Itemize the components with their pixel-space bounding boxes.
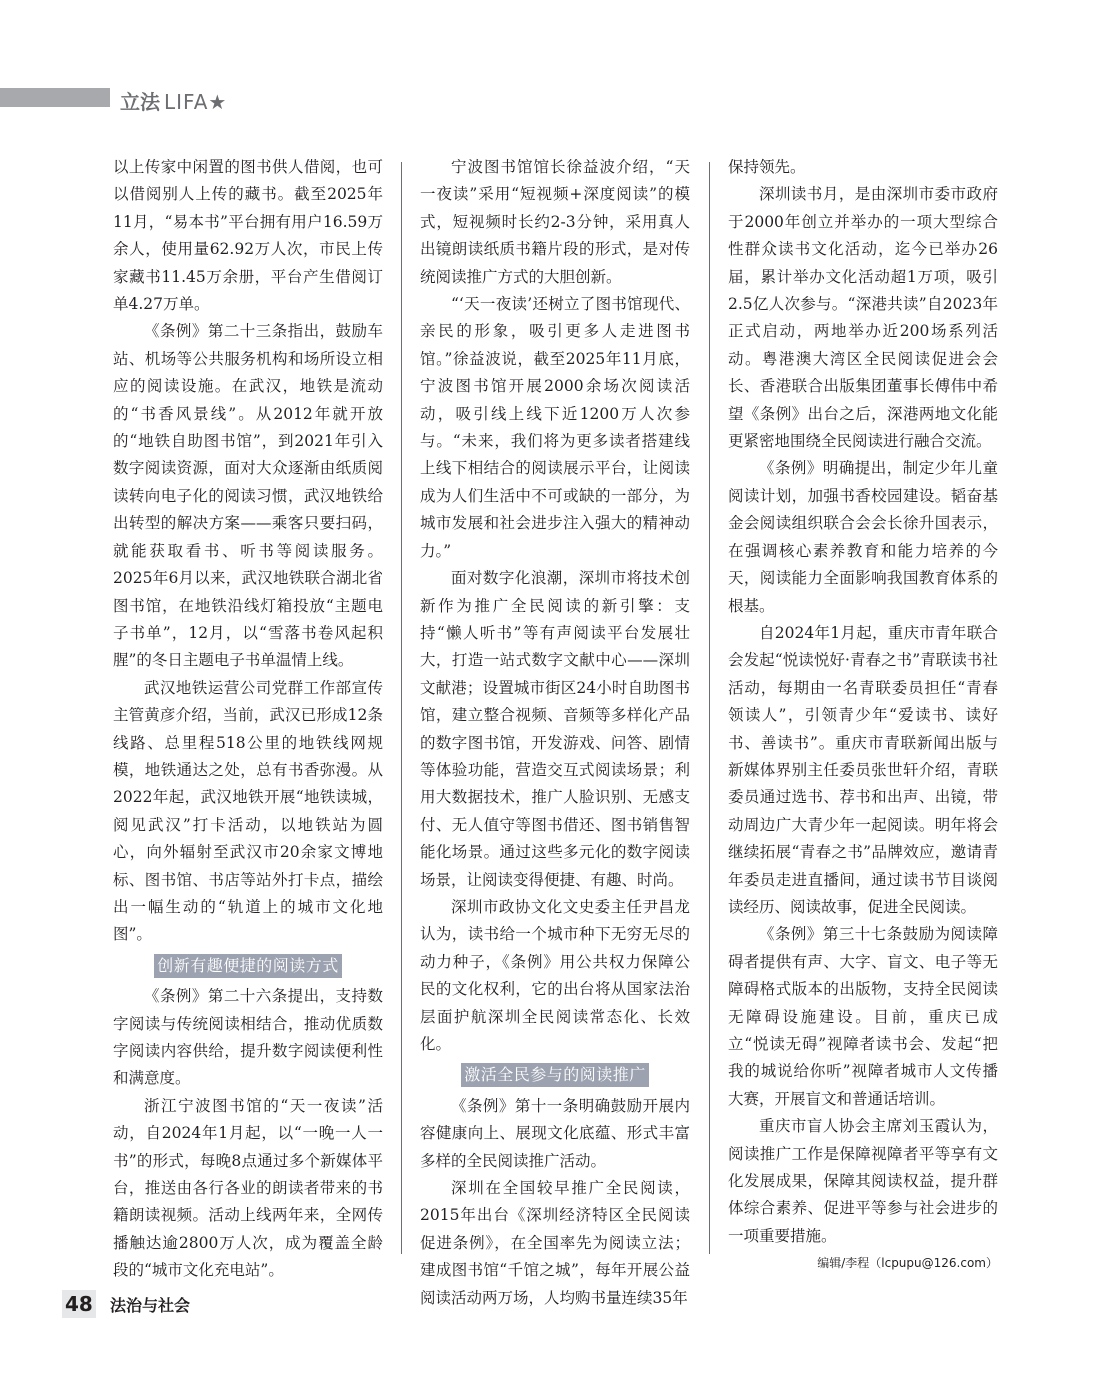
page-number: 48 — [62, 1290, 96, 1318]
article-paragraph: 《条例》明确提出，制定少年儿童阅读计划，加强书香校园建设。韬奋基金会阅读组织联合会会长徐升国表示，在强调核心素养教育和能力培养的今天，阅读能力全面影响我国教育体系的根基。 — [728, 459, 998, 615]
section-subheading: 激活全民参与的阅读推广 — [461, 1063, 649, 1087]
magazine-title: 法治与社会 — [110, 1296, 191, 1315]
article-paragraph: 以上传家中闲置的图书供人借阅，也可以借阅别人上传的藏书。截至2025年11月，“易本书”平台拥有用户16.59万余人，使用量62.92万人次，市民上传家藏书11.45万余册，平台产生借阅订单4.27万单。 — [113, 158, 383, 314]
article-paragraph: 自2024年1月起，重庆市青年联合会发起“悦读悦好·青春之书”青联读书社活动，每期由一名青联委员担任“青春领读人”，引领青少年“爱读书、读好书、善读书”。重庆市青联新闻出版与新媒体界别主任委员张世轩介绍，青联委员通过选书、荐书和出声、出镜，带动周边广大青少年一起阅读。明年将会继续拓展“青春之书”品牌效应，邀请青年委员走进直播间，通过读书节目谈阅读经历、阅读故事，促进全民阅读。 — [728, 623, 998, 916]
column-divider — [401, 162, 402, 1254]
article-paragraph: “‘天一夜读’还树立了图书馆现代、亲民的形象，吸引更多人走进图书馆。”徐益波说，截至2025年11月底，宁波图书馆开展2000余场次阅读活动，吸引线上线下近1200万人次参与。“未来，我们将为更多读者搭建线上线下相结合的阅读展示平台，让阅读成为人们生活中不可或缺的一部分，为城市发展和社会进步注入强大的精神动力。” — [420, 295, 690, 560]
column-divider — [709, 162, 710, 1254]
article-paragraph: 《条例》第二十三条指出，鼓励车站、机场等公共服务机构和场所设立相应的阅读设施。在武汉，地铁是流动的“书香风景线”。从2012年就开放的“地铁自助图书馆”，到2021年引入数字阅读资源，面对大众逐渐由纸质阅读转向电子化的阅读习惯，武汉地铁给出转型的解决方案——乘客只要扫码，就能获取看书、听书等阅读服务。2025年6月以来，武汉地铁联合湖北省图书馆，在地铁沿线灯箱投放“主题电子书单”，12月，以“雪落书卷风起积腥”的冬日主题电子书单温情上线。 — [113, 322, 383, 670]
article-paragraph: 武汉地铁运营公司党群工作部宣传主管黄彦介绍，当前，武汉已形成12条线路、总里程518公里的地铁线网规模，地铁通达之处，总有书香弥漫。从2022年起，武汉地铁开展“地铁读城，阅见武汉”打卡活动，以地铁站为圆心，向外辐射至武汉市20余家文博地标、图书馆、书店等站外打卡点，描绘出一幅生动的“轨道上的城市文化地图”。 — [113, 678, 383, 944]
article-paragraph: 宁波图书馆馆长徐益波介绍，“天一夜读”采用“短视频+深度阅读”的模式，短视频时长约2-3分钟，采用真人出镜朗读纸质书籍片段的形式，是对传统阅读推广方式的大胆创新。 — [420, 158, 690, 286]
editor-credit: 编辑/李程（lcpupu@126.com） — [817, 1256, 998, 1271]
article-paragraph: 深圳市政协文化文史委主任尹昌龙认为，读书给一个城市种下无穷无尽的动力种子，《条例》用公共权力保障公民的文化权利，它的出台将从国家法治层面护航深圳全民阅读常态化、长效化。 — [420, 897, 690, 1053]
article-paragraph: 面对数字化浪潮，深圳市将技术创新作为推广全民阅读的新引擎：支持“懒人听书”等有声阅读平台发展壮大，打造一站式数字文献中心——深圳文献港；设置城市街区24小时自助图书馆，建立整合视频、音频等多样化产品的数字图书馆，开发游戏、问答、剧情等体验功能，营造交互式阅读场景；利用大数据技术，推广人脸识别、无感支付、无人值守等图书借还、图书销售智能化场景。通过这些多元化的数字阅读场景，让阅读变得便捷、有趣、时尚。 — [420, 569, 690, 889]
article-paragraph: 深圳在全国较早推广全民阅读，2015年出台《深圳经济特区全民阅读促进条例》，在全国率先为阅读立法；建成图书馆“千馆之城”，每年开展公益阅读活动两万场，人均购书量连续35年 — [420, 1179, 690, 1307]
section-name-en: LIFA★ — [164, 90, 228, 114]
article-paragraph: 《条例》第三十七条鼓励为阅读障碍者提供有声、大字、盲文、电子等无障碍格式版本的出版物，支持全民阅读无障碍设施建设。目前，重庆已成立“悦读无碍”视障者读书会、发起“把我的城说给你听”视障者城市人文传播大赛，开展盲文和普通话培训。 — [728, 925, 998, 1108]
article-paragraph: 重庆市盲人协会主席刘玉霞认为，阅读推广工作是保障视障者平等享有文化发展成果，保障其阅读权益，提升群体综合素养、促进平等参与社会进步的一项重要措施。 — [728, 1117, 998, 1245]
article-paragraph: 浙江宁波图书馆的“天一夜读”活动，自2024年1月起，以“一晚一人一书”的形式，每晚8点通过多个新媒体平台，推送由各行各业的朗读者带来的书籍朗读视频。活动上线两年来，全网传播触达逾2800万人次，成为覆盖全龄段的“城市文化充电站”。 — [113, 1096, 383, 1280]
subheading-wrapper — [420, 1062, 690, 1089]
article-column-2 — [420, 154, 690, 1312]
article-paragraph: 《条例》第十一条明确鼓励开展内容健康向上、展现文化底蕴、形式丰富多样的全民阅读推广活动。 — [420, 1096, 690, 1170]
section-tag — [120, 86, 227, 115]
article-paragraph: 《条例》第二十六条提出，支持数字阅读与传统阅读相结合，推动优质数字阅读内容供给，提升数字阅读便利性和满意度。 — [113, 987, 383, 1088]
section-name: 立法 — [120, 90, 160, 114]
header-bar — [0, 88, 110, 107]
subheading-wrapper — [113, 953, 383, 980]
article-paragraph: 保持领先。 — [728, 158, 806, 176]
section-subheading: 创新有趣便捷的阅读方式 — [154, 954, 342, 978]
article-paragraph: 深圳读书月，是由深圳市委市政府于2000年创立并举办的一项大型综合性群众读书文化活动，迄今已举办26届，累计举办文化活动超1万项，吸引2.5亿人次参与。“深港共读”自2023年正式启动，两地举办近200场系列活动。粤港澳大湾区全民阅读促进会会长、香港联合出版集团董事长傅伟中希望《条例》出台之后，深港两地文化能更紧密地围绕全民阅读进行融合交流。 — [728, 185, 998, 451]
article-column-3 — [728, 154, 998, 1274]
article-column-1 — [113, 154, 383, 1285]
